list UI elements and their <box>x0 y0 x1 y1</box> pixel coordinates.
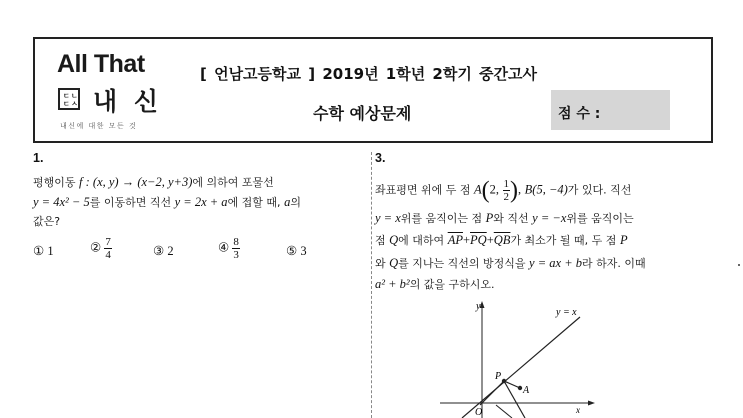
choice-value: 3 <box>300 244 307 258</box>
question-text-line <box>375 274 495 295</box>
logo-subtext: 내 신 <box>93 87 163 116</box>
math-expression: a² + b² <box>375 277 410 291</box>
math-expression: y = ax + b <box>529 256 583 270</box>
math-variable: Q <box>389 256 399 270</box>
choice-value: 1 <box>47 244 54 258</box>
math-expression: y = x <box>375 211 401 225</box>
point-p <box>502 379 506 383</box>
line-y-eq-neg-x <box>480 381 504 405</box>
text: 에 접할 때, <box>227 196 281 209</box>
text: 의 값을 구하시오. <box>409 278 495 291</box>
math-expression: B(5, −4) <box>524 182 568 197</box>
text: 와 직선 <box>493 212 529 225</box>
point-p-label: P <box>495 371 502 382</box>
exam-title: [ 언남고등학교 ] 2019년 1학년 2학기 중간고사 <box>200 65 538 83</box>
choice-mark: ② <box>90 240 102 255</box>
fraction-denominator: 3 <box>233 249 239 261</box>
logo-tagline: 내신에 대한 모든 것 <box>60 122 138 130</box>
choice-mark: ③ <box>153 244 165 258</box>
answer-choice[interactable] <box>33 243 54 259</box>
fraction-denominator: 2 <box>503 191 510 203</box>
fraction-denominator: 4 <box>105 249 111 261</box>
text: 에 의하여 포물선 <box>192 176 274 189</box>
question-text-line <box>375 253 646 274</box>
text: 를 이동하면 직선 <box>89 196 172 209</box>
question-number: 3. <box>375 151 386 165</box>
choice-value: 2 <box>167 244 174 258</box>
question-text-line: 값은? <box>33 215 61 228</box>
choice-mark: ⑤ <box>286 244 298 258</box>
segment-pq <box>504 381 525 418</box>
answer-choice[interactable] <box>286 243 307 259</box>
math-variable: Q <box>389 233 399 247</box>
segment-label: $\overline{AP}$ <box>447 233 463 247</box>
math-expression: y = 2x + a <box>174 195 228 209</box>
question-text-line: 점 Q에 대하여 $\overline{AP}+\overline{PQ}+\overline{QB}$가 최소가 될 때, 두 점 P <box>375 233 628 247</box>
question-number: 1. <box>33 151 44 165</box>
column-divider <box>371 152 372 418</box>
x-axis-arrow <box>588 401 595 406</box>
question-text-line <box>33 192 301 213</box>
math-variable: a <box>284 195 291 209</box>
answer-choice[interactable] <box>218 236 240 261</box>
fraction-numerator: 8 <box>233 236 239 248</box>
question-text-line <box>33 172 274 193</box>
text: 평행이동 <box>33 176 76 189</box>
y-axis-label: y <box>476 301 481 312</box>
score-label: 점 수 : <box>558 106 601 122</box>
text: 의 <box>290 196 301 209</box>
fraction-numerator: 1 <box>503 178 510 190</box>
segment-qb <box>496 405 512 418</box>
math-variable: P <box>485 211 494 225</box>
text: 와 <box>375 257 386 270</box>
text: 라 하자. 이때 <box>582 257 646 270</box>
answer-choice[interactable] <box>90 236 112 261</box>
question-text-line: 좌표평면 위에 두 점 A(2, $\frac{1}{2}$ ), B(5, −4)가 있다. 직선 <box>375 177 632 204</box>
logo-text: All That <box>57 50 145 78</box>
math-expression: y = −x <box>532 211 567 225</box>
choice-fraction <box>232 236 240 261</box>
text: 점 <box>375 234 386 247</box>
answer-choice[interactable] <box>153 243 174 259</box>
logo-icon: ㄷ ㄴ ㄷ ㅅ <box>58 88 80 110</box>
choice-mark: ① <box>33 244 45 258</box>
math-expression: y = 4x² − 5 <box>33 195 90 209</box>
point-a-label: A <box>523 385 530 396</box>
math-expression: f : (x, y) → (x−2, y+3) <box>79 175 193 189</box>
math-expression: 2, <box>489 182 500 197</box>
coordinate-graph <box>440 295 600 418</box>
line-label: y = x <box>556 307 577 318</box>
choice-fraction <box>104 236 112 261</box>
point-label: A <box>474 182 482 197</box>
origin-label: O <box>475 407 483 418</box>
point-a <box>518 386 522 390</box>
text: 에 대하여 <box>398 234 445 247</box>
segment-label: $\overline{QB}$ <box>493 233 511 247</box>
point-fraction <box>503 178 511 203</box>
question-text-line <box>375 208 634 229</box>
fraction-numerator: 7 <box>105 236 111 248</box>
text: 위를 움직이는 점 <box>400 212 483 225</box>
x-axis-label: x <box>576 405 580 415</box>
text: 가 있다. 직선 <box>567 183 632 197</box>
stray-mark <box>738 264 740 266</box>
choice-mark: ④ <box>218 240 230 255</box>
exam-subtitle: 수학 예상문제 <box>313 104 412 123</box>
segment-label: $\overline{PQ}$ <box>470 233 487 247</box>
text: 좌표평면 위에 두 점 <box>375 183 471 197</box>
text: 를 지나는 직선의 방정식을 <box>398 257 526 270</box>
math-variable: P <box>619 233 628 247</box>
text: 가 최소가 될 때, 두 점 <box>510 234 617 247</box>
text: 위를 움직이는 <box>566 212 634 225</box>
